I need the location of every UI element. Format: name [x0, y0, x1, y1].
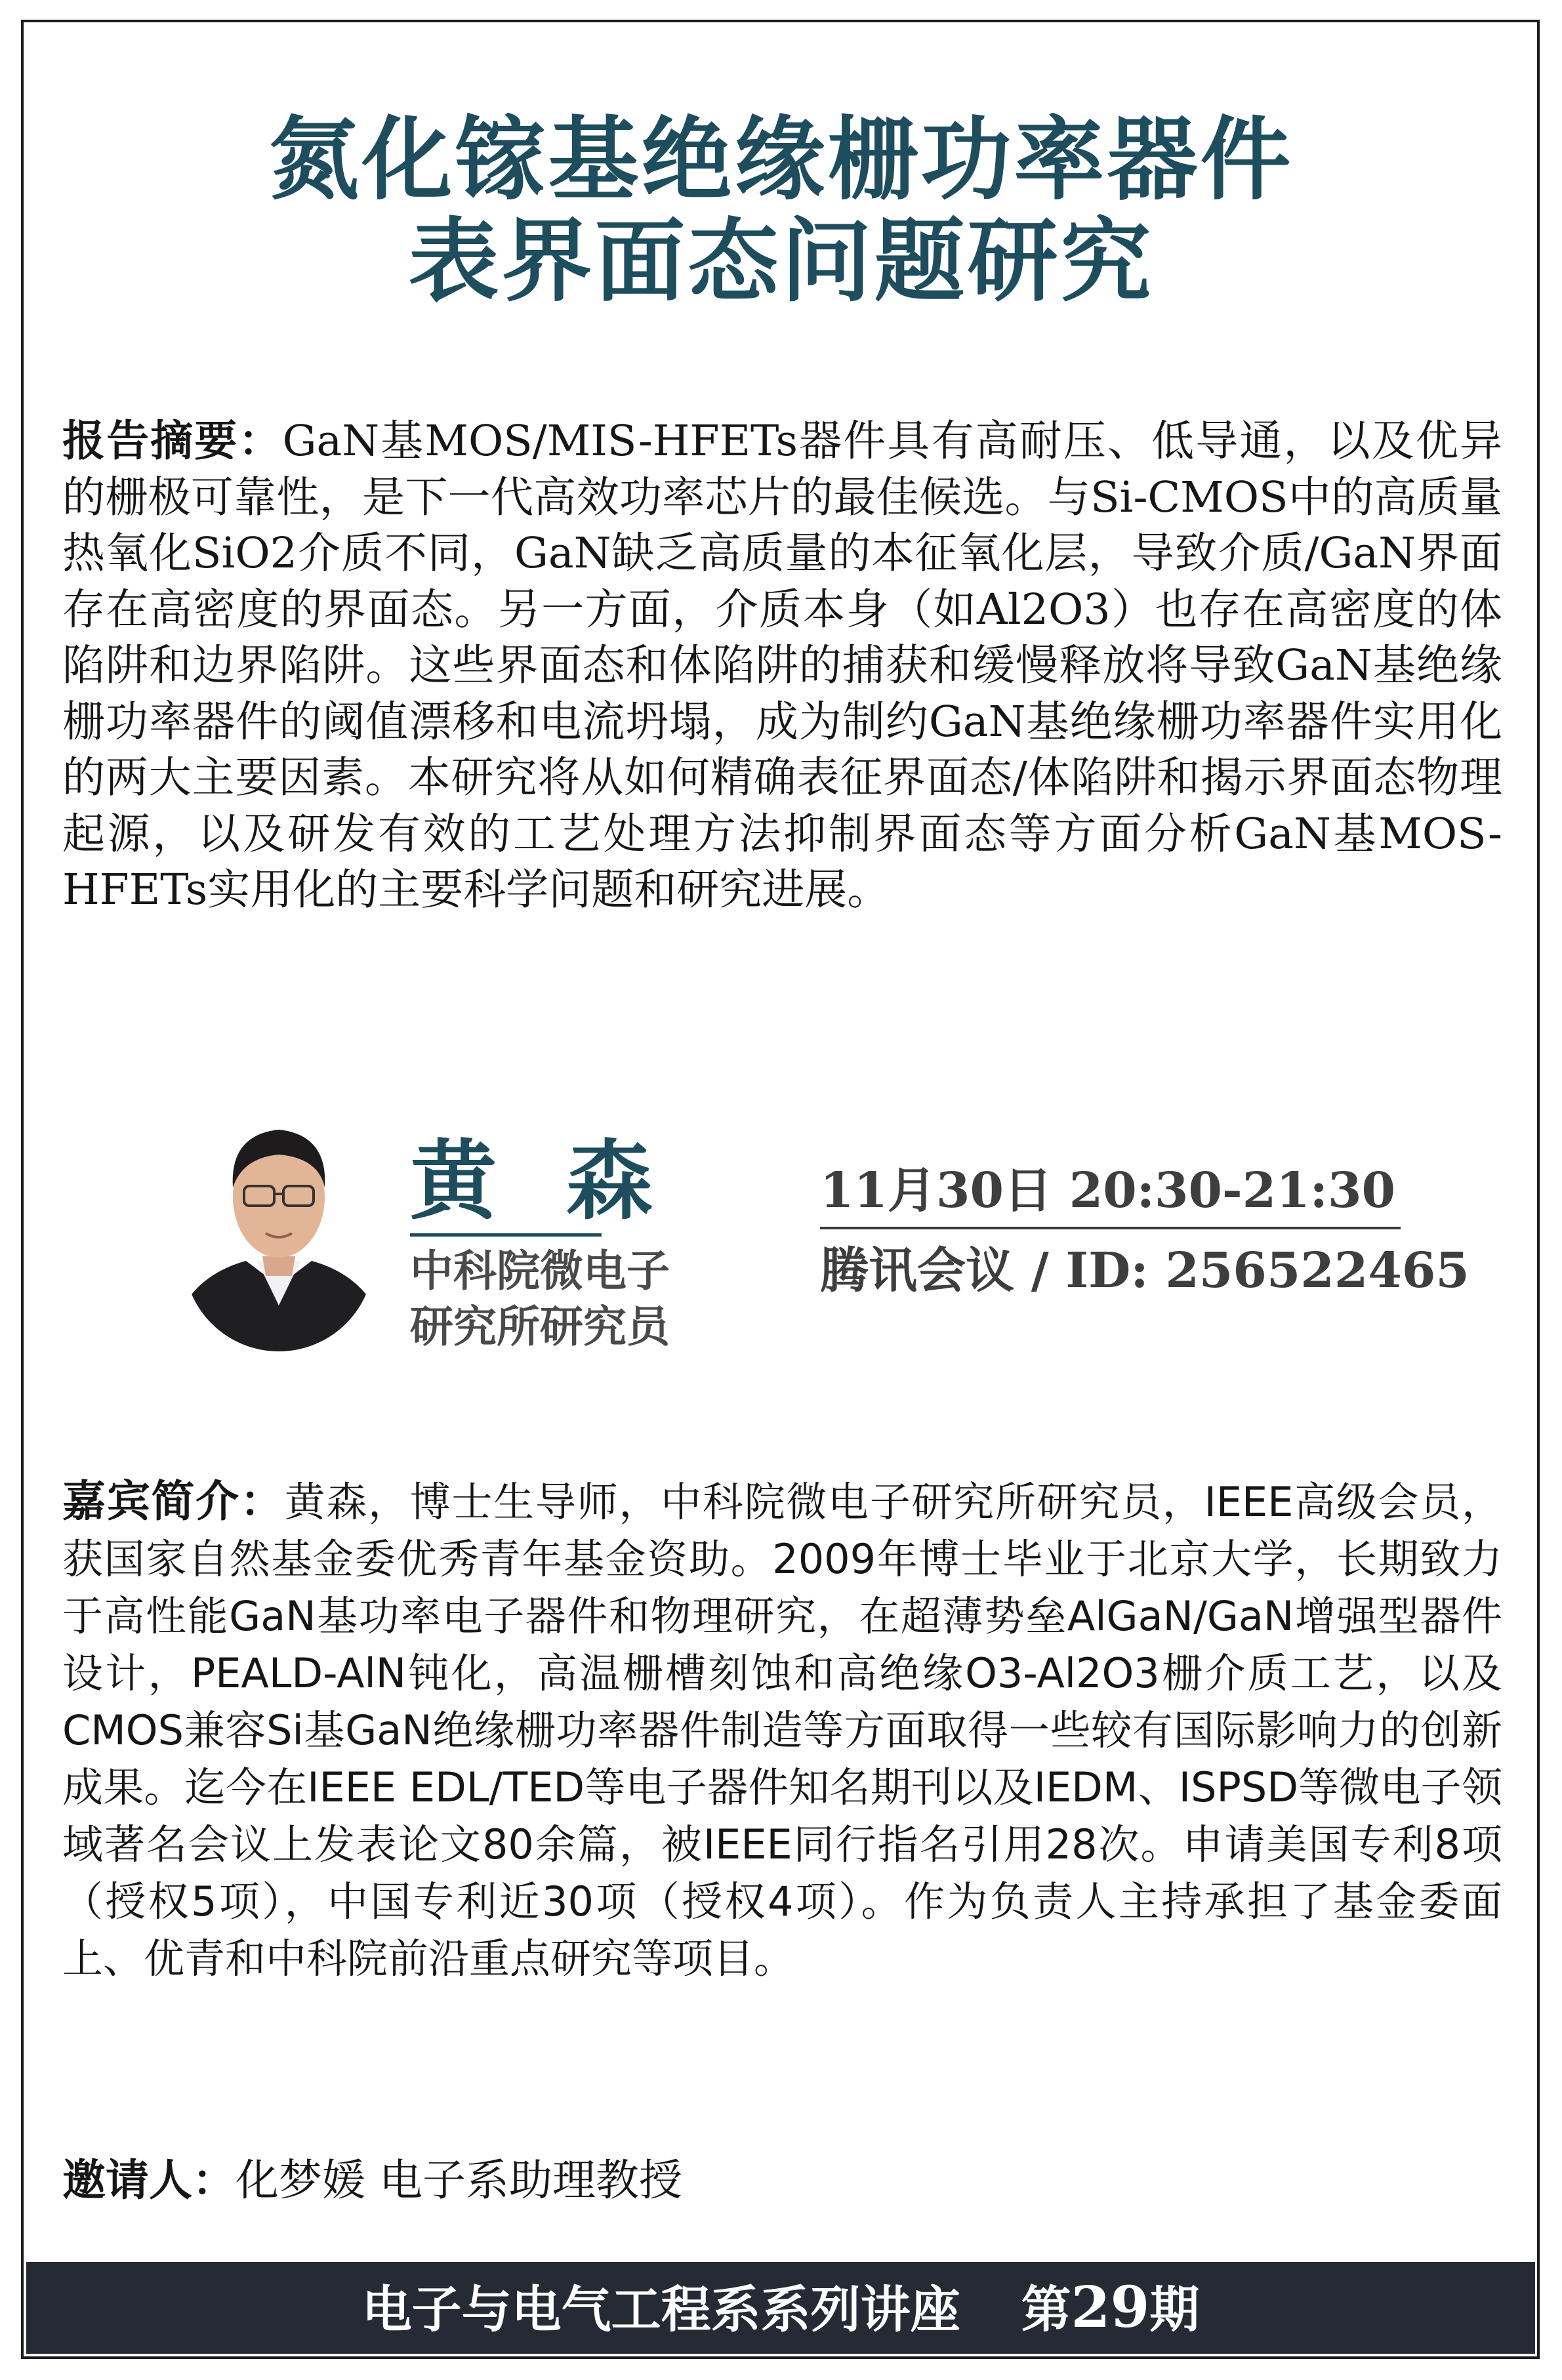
meeting-info: 腾讯会议 / ID: 256522465: [820, 1242, 1470, 1299]
speaker-affiliation-line-2: 研究所研究员: [410, 1302, 670, 1352]
footer-issue-suffix: 期: [1149, 2280, 1200, 2339]
speaker-name-underline: [410, 1233, 602, 1237]
inviter-section: [62, 2154, 682, 2206]
bio-text: 黄森，博士生导师，中科院微电子研究所研究员，IEEE高级会员，获国家自然基金委优秀青年基金资助。2009年博士毕业于北京大学，长期致力于高性能GaN基功率电子器件和物理研究，在超薄势垒AlGaN/GaN增强型器件设计，PEALD-AlN钝化，高温栅槽刻蚀和高绝缘O3-Al2O3栅介质工艺，以及CMOS兼容Si基GaN绝缘栅功率器件制造等方面取得一些较有国际影响力的创新成果。迄今在IEEE EDL/TED等电子器件知名期刊以及IEDM、ISPSD等微电子领域著名会议上发表论文80余篇，被IEEE同行指名引用28次。申请美国专利8项（授权5项），中国专利近30项（授权4项）。作为负责人主持承担了基金委面上、优青和中科院前沿重点研究等项目。: [62, 1478, 1502, 1982]
inviter-label: 邀请人：: [62, 2154, 236, 2206]
speaker-photo: [184, 1089, 374, 1351]
title-line-1: 氮化镓基绝缘栅功率器件: [268, 107, 1294, 213]
speaker-name: 黄 森: [410, 1130, 672, 1232]
inviter-text: 化梦媛 电子系助理教授: [236, 2155, 682, 2206]
footer-series-title: 电子与电气工程系系列讲座: [361, 2280, 960, 2339]
title-line-2: 表界面态问题研究: [408, 209, 1154, 314]
bio-section: [62, 1473, 1502, 1987]
footer-banner: [26, 2262, 1535, 2354]
abstract-label: 报告摘要：: [62, 416, 283, 466]
abstract-text: GaN基MOS/MIS-HFETs器件具有高耐压、低导通，以及优异的栅极可靠性，是下一代高效功率芯片的最佳候选。与Si-CMOS中的高质量热氧化SiO2介质不同，GaN缺乏高质量的本征氧化层，导致介质/GaN界面存在高密度的界面态。另一方面，介质本身（如Al2O3）也存在高密度的体陷阱和边界陷阱。这些界面态和体陷阱的捕获和缓慢释放将导致GaN基绝缘栅功率器件的阈值漂移和电流坍塌，成为制约GaN基绝缘栅功率器件实用化的两大主要因素。本研究将从如何精确表征界面态/体陷阱和揭示界面态物理起源，以及研发有效的工艺处理方法抑制界面态等方面分析GaN基MOS-HFETs实用化的主要科学问题和研究进展。: [62, 417, 1502, 914]
bio-label: 嘉宾简介：: [62, 1475, 285, 1527]
talk-datetime: 11月30日 20:30-21:30: [820, 1162, 1395, 1219]
speaker-affiliation-line-1: 中科院微电子: [410, 1246, 670, 1296]
datetime-divider: [820, 1227, 1401, 1229]
abstract-section: [62, 413, 1502, 918]
footer-issue-number: 29: [1071, 2274, 1150, 2341]
footer-issue-prefix: 第: [1021, 2280, 1071, 2339]
